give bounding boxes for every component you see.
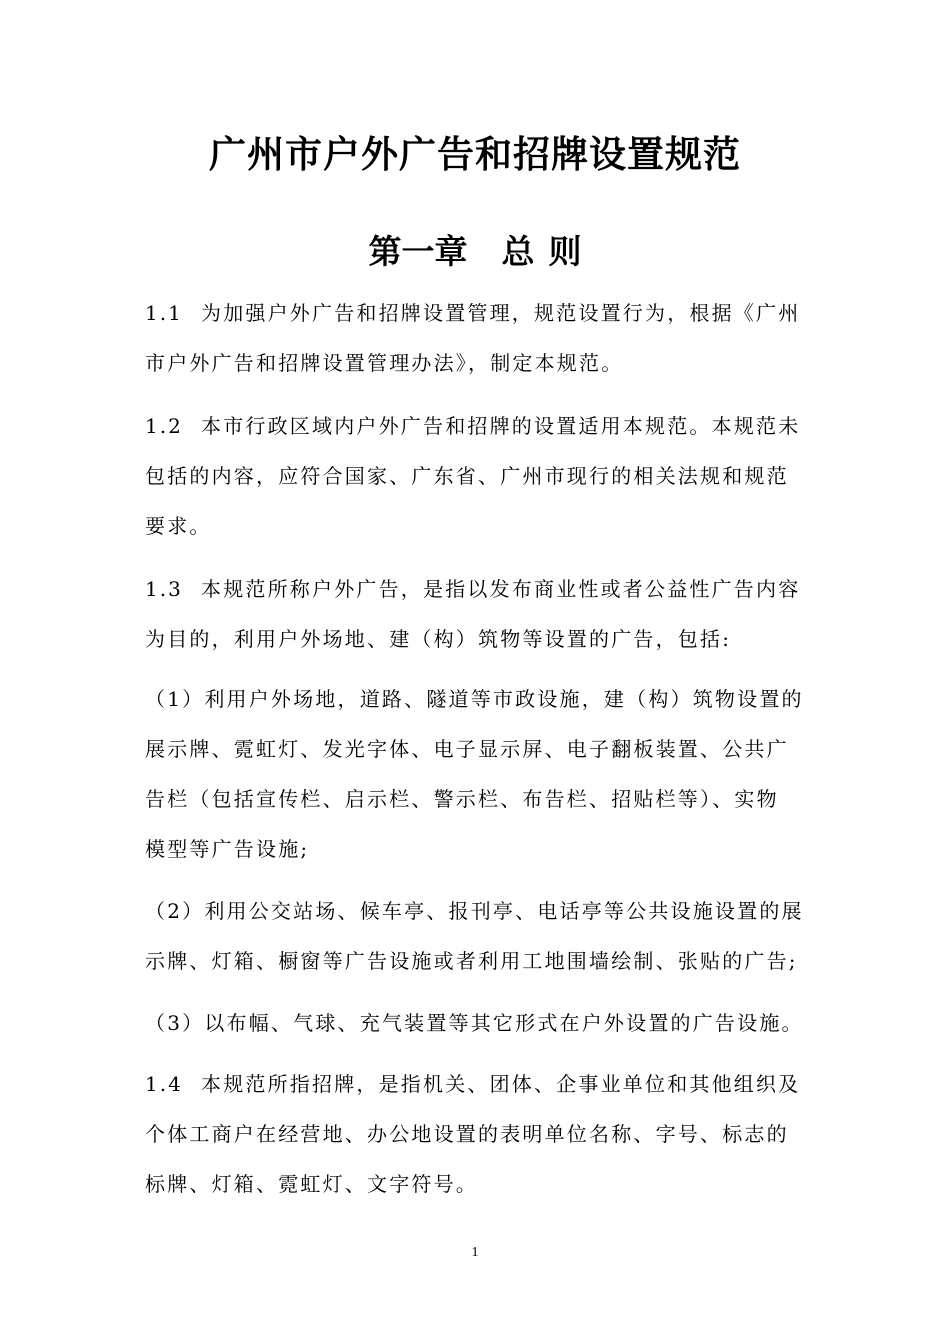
section-line: 标牌、灯箱、霓虹灯、文字符号。 <box>145 1172 478 1196</box>
section-1-2 <box>145 401 810 551</box>
section-number: 1.3 <box>145 577 183 601</box>
section-line <box>145 401 810 451</box>
list-item-line: 告栏（包括宣传栏、启示栏、警示栏、布告栏、招贴栏等）、实物 <box>145 787 779 811</box>
list-item-line: 示牌、灯箱、橱窗等广告设施或者利用工地围墙绘制、张贴的广告; <box>145 949 798 973</box>
section-1-4 <box>145 1059 810 1209</box>
list-item-3 <box>145 998 810 1048</box>
section-line: 市户外广告和招牌设置管理办法》，制定本规范。 <box>145 351 624 375</box>
section-number: 1.2 <box>145 414 183 438</box>
section-line <box>145 1059 810 1109</box>
section-line <box>145 564 810 614</box>
chapter-heading <box>0 222 950 282</box>
list-item-line: （2）利用公交站场、候车亭、报刊亭、电话亭等公共设施设置的展 <box>145 899 804 923</box>
section-line: 包括的内容，应符合国家、广东省、广州市现行的相关法规和规范 <box>145 464 789 488</box>
section-line <box>145 288 810 338</box>
section-line: 个体工商户在经营地、办公地设置的表明单位名称、字号、标志的 <box>145 1122 789 1146</box>
section-text: 本规范所指招牌，是指机关、团体、企事业单位和其他组织及 <box>201 1072 801 1096</box>
page-number: 1 <box>471 1245 479 1260</box>
chapter-number: 第一章 <box>368 232 468 271</box>
list-item-line: （3）以布幅、气球、充气装置等其它形式在户外设置的广告设施。 <box>145 1011 804 1035</box>
section-1-1 <box>145 288 810 388</box>
list-item-line: 展示牌、霓虹灯、发光字体、电子显示屏、电子翻板装置、公共广 <box>145 737 789 761</box>
list-item-line: （1）利用户外场地，道路、隧道等市政设施，建（构）筑物设置的 <box>145 687 804 711</box>
document-title: 广州市户外广告和招牌设置规范 <box>209 132 741 176</box>
list-item-line: 模型等广告设施; <box>145 837 310 861</box>
section-line: 要求。 <box>145 514 212 538</box>
section-line: 为目的，利用户外场地、建（构）筑物等设置的广告，包括: <box>145 627 732 651</box>
section-text: 本市行政区域内户外广告和招牌的设置适用本规范。本规范未 <box>201 414 801 438</box>
section-text: 本规范所称户外广告，是指以发布商业性或者公益性广告内容 <box>201 577 801 601</box>
chapter-name-part2: 则 <box>548 232 582 271</box>
section-number: 1.1 <box>145 301 183 325</box>
list-item-2 <box>145 886 810 986</box>
list-item-1 <box>145 674 810 874</box>
section-number: 1.4 <box>145 1072 183 1096</box>
chapter-name-part1: 总 <box>501 232 535 271</box>
section-text: 为加强户外广告和招牌设置管理，规范设置行为，根据《广州 <box>201 301 801 325</box>
section-1-3 <box>145 564 810 664</box>
